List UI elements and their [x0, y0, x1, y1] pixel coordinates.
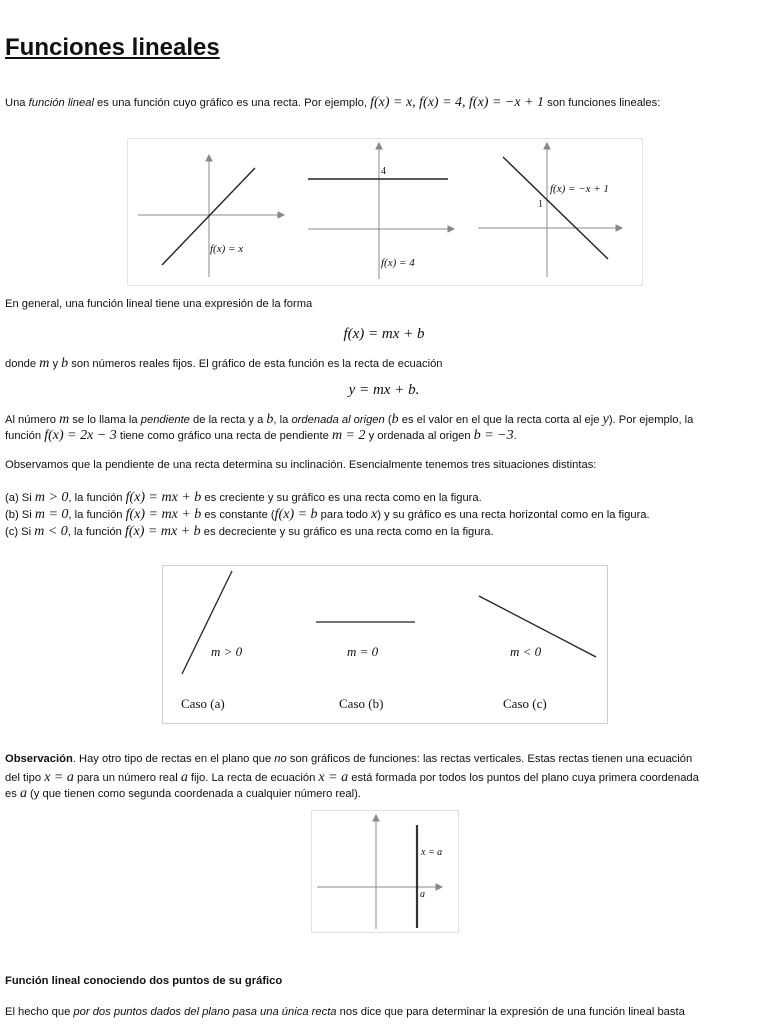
figure1-tick-b: 4 — [381, 166, 386, 177]
pendiente-line1: Al número m se lo llama la pendiente de la recta y a b, la ordenada al origen (b es el valor en el que la recta corta al eje y). Por ejemplo, la — [5, 412, 694, 427]
figure2-caso-b: Caso (b) — [339, 696, 384, 711]
figure1-tick-c: 1 — [538, 199, 543, 210]
formula-recta: y = mx + b. — [348, 382, 420, 398]
figure-slope-cases — [162, 565, 608, 724]
donde-paragraph: donde m y b son números reales fijos. El gráfico de esta función es la recta de ecuación — [5, 356, 443, 371]
case-c-line: (c) Si m < 0, la función f(x) = mx + b es decreciente y su gráfico es una recta como en la figura. — [5, 524, 494, 539]
figure1-label-a: f(x) = x — [210, 243, 244, 255]
figure2-label-b: m = 0 — [347, 644, 379, 659]
observacion-line2: del tipo x = a para un número real a fijo. La recta de ecuación x = a está formada por todos los puntos del plano cuya primera coordenada — [5, 770, 699, 785]
figure3-label: x = a — [421, 847, 443, 858]
intro-formula: f(x) = x, f(x) = 4, f(x) = −x + 1 — [370, 95, 545, 110]
figure2-label-c: m < 0 — [510, 644, 542, 659]
figure3-tick: a — [420, 889, 425, 900]
page-title: Funciones lineales — [5, 34, 220, 61]
observacion-line1: Observación. Hay otro tipo de rectas en el plano que no son gráficos de funciones: las rectas verticales. Estas rectas tienen una ecuación — [5, 753, 693, 765]
section-paragraph: El hecho que por dos puntos dados del plano pasa una única recta nos dice que para determinar la expresión de una función lineal basta — [5, 1006, 685, 1018]
figure1-label-b: f(x) = 4 — [381, 257, 415, 269]
general-text: En general, una función lineal tiene una expresión de la forma — [5, 298, 313, 310]
figure-linear-examples — [127, 138, 643, 286]
formula-general: f(x) = mx + b — [343, 326, 425, 342]
observacion-line3: es a (y que tienen como segunda coordenada a cualquier número real). — [5, 786, 361, 801]
figure2-label-a: m > 0 — [211, 644, 243, 659]
pendiente-line2: función f(x) = 2x − 3 tiene como gráfico una recta de pendiente m = 2 y ordenada al origen b = −3. — [5, 428, 517, 443]
observamos-text: Observamos que la pendiente de una recta determina su inclinación. Esencialmente tenemos tres situaciones distintas: — [5, 459, 597, 471]
case-b-line: (b) Si m = 0, la función f(x) = mx + b es constante (f(x) = b para todo x) y su gráfico es una recta horizontal como en la figura. — [5, 507, 650, 522]
figure-vertical-line — [311, 810, 459, 933]
figure2-caso-a: Caso (a) — [181, 696, 225, 711]
figure1-label-c: f(x) = −x + 1 — [550, 183, 609, 195]
intro-paragraph: Una función lineal es una función cuyo gráfico es una recta. Por ejemplo, f(x) = x, f(x) = 4, f(x) = −x + 1 son funciones lineales: — [5, 95, 661, 110]
case-a-line: (a) Si m > 0, la función f(x) = mx + b es creciente y su gráfico es una recta como en la figura. — [5, 490, 482, 505]
section-heading: Función lineal conociendo dos puntos de su gráfico — [5, 975, 283, 987]
figure2-caso-c: Caso (c) — [503, 696, 547, 711]
